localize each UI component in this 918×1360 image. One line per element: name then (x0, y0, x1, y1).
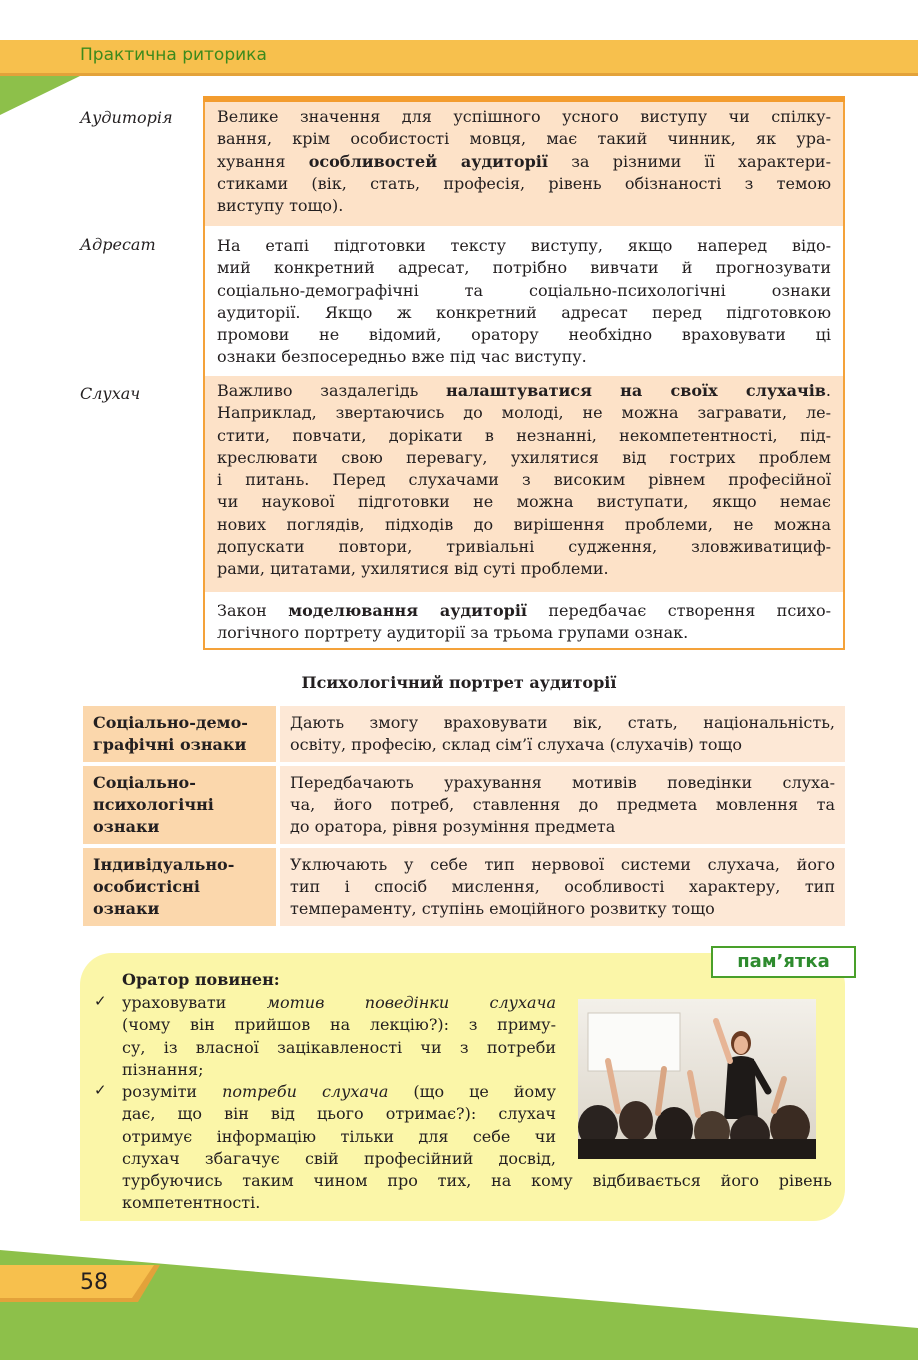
portrait-label (83, 706, 276, 762)
header-bar-shadow (0, 73, 918, 76)
text-line: мий конкретний адресат, потрібно вивчати й прогнозувати (217, 258, 831, 278)
text-line: слухач збагачує свій професійний досвід, (122, 1148, 556, 1168)
checkmark-icon: ✓ (94, 1081, 107, 1099)
portrait-label (83, 766, 276, 844)
memo-item-needs (122, 1081, 832, 1215)
portrait-description (280, 848, 845, 926)
text-line: ознаки (93, 817, 160, 836)
term-sluhach: Слухач (80, 384, 141, 403)
text-line: промови не відомий, оратору необхідно враховувати ці (217, 325, 831, 345)
text-line: аудиторії. Якщо ж конкретний адресат перед підготовкою (217, 302, 831, 322)
page-number: 58 (80, 1270, 108, 1295)
header-green-wedge (0, 40, 80, 115)
text-line: психологічні (93, 795, 214, 814)
memo-tag: пам’ятка (711, 946, 856, 978)
portrait-row-individual (83, 848, 845, 926)
text-line: креслювати свою перевагу, ухилятися від гострих проблем (217, 447, 831, 467)
term-sluhach-definition (205, 376, 843, 592)
text-line: ознаки (93, 899, 160, 918)
text-line: су, із власної зацікавленості чи з потреби (122, 1037, 556, 1057)
portrait-title: Психологічний портрет аудиторії (301, 673, 617, 692)
memo-item-motive (122, 992, 556, 1081)
portrait-description (280, 706, 845, 762)
text-line: особистісні (93, 877, 200, 896)
text-line: освіту, професію, склад сім’ї слухача (слухачів) тощо (290, 735, 742, 754)
text-line: графічні ознаки (93, 735, 247, 754)
text-line: Важливо заздалегідь налаштуватися на своїх слухачів. (217, 381, 832, 400)
portrait-row-social-demographic (83, 706, 845, 762)
text-line: хування особливостей аудиторії за різними її характери- (217, 151, 832, 171)
text-line: Соціально-демо- (93, 713, 248, 732)
text-line: і питань. Перед слухачами з високим рівнем професійної (217, 470, 831, 490)
text-line: Закон моделювання аудиторії передбачає створення психо- (217, 601, 832, 620)
text-line: компетентності. (122, 1193, 261, 1213)
text-line: пізнання; (122, 1059, 204, 1079)
checkmark-icon: ✓ (94, 992, 107, 1010)
text-line: Дають змогу враховувати вік, стать, національність, (290, 713, 835, 732)
text-line: Наприклад, звертаючись до молоді, не можна загравати, ле- (217, 403, 831, 423)
text-line: темпераменту, ступінь емоційного розвитку тощо (290, 899, 715, 918)
portrait-description (280, 766, 845, 844)
portrait-row-social-psychological (83, 766, 845, 844)
text-line: отримує інформацію тільки для себе чи (122, 1126, 556, 1146)
text-line: логічного портрету аудиторії за трьома групами ознак. (217, 623, 689, 643)
text-line: Індивідуально- (93, 855, 235, 874)
lecture-photo (578, 999, 816, 1159)
text-line: соціально-демографічні та соціально-психологічні ознаки (217, 280, 831, 300)
memo-heading: Оратор повинен: (122, 970, 280, 989)
text-line: Велике значення для успішного усного виступу чи спілку- (217, 107, 831, 126)
text-line: Соціально- (93, 773, 196, 792)
text-line: рами, цитатами, ухилятися від суті проблеми. (217, 559, 609, 579)
text-line: На етапі підготовки тексту виступу, якщо наперед відо- (217, 236, 831, 255)
text-line: вання, крім особистості мовця, має такий чинник, як ура- (217, 129, 831, 149)
text-line: чи наукової підготовки не можна виступати, якщо немає (217, 492, 831, 512)
text-line: виступу тощо). (217, 196, 344, 216)
text-line: тип і спосіб мислення, особливості характеру, тип (290, 877, 835, 896)
section-title: Практична риторика (80, 45, 267, 65)
term-auditoriya-definition (205, 102, 843, 226)
law-statement (205, 596, 843, 648)
text-line: ураховувати мотив поведінки слухача (122, 993, 557, 1012)
text-line: дає, що він від цього отримає?): слухач (122, 1104, 556, 1124)
text-line: допускати повтори, тривіальні судження, зловживатициф- (217, 537, 831, 557)
term-adresat-definition (205, 231, 843, 371)
portrait-label (83, 848, 276, 926)
term-auditoriya: Аудиторія (80, 108, 173, 127)
text-line: до оратора, рівня розуміння предмета (290, 817, 616, 836)
text-line: стиками (вік, стать, професія, рівень обізнаності з темою (217, 173, 831, 193)
text-line: (чому він прийшов на лекцію?): з приму- (122, 1015, 556, 1035)
text-line: нових поглядів, підходів до вирішення проблеми, не можна (217, 514, 831, 534)
text-line: ознаки безпосередньо вже під час виступу. (217, 347, 587, 367)
text-line: стити, повчати, дорікати в незнанні, некомпетентності, під- (217, 425, 831, 445)
text-line: ча, його потреб, ставлення до предмета мовлення та (290, 795, 835, 814)
text-line: турбуючись таким чином про тих, на кому відбивається його рівень (122, 1171, 832, 1191)
text-line: Передбачають урахування мотивів поведінки слуха- (290, 773, 835, 792)
term-adresat: Адресат (80, 235, 156, 254)
text-line: розуміти потреби слухача (що це йому (122, 1082, 557, 1101)
text-line: Уключають у себе тип нервової системи слухача, його (290, 855, 835, 874)
